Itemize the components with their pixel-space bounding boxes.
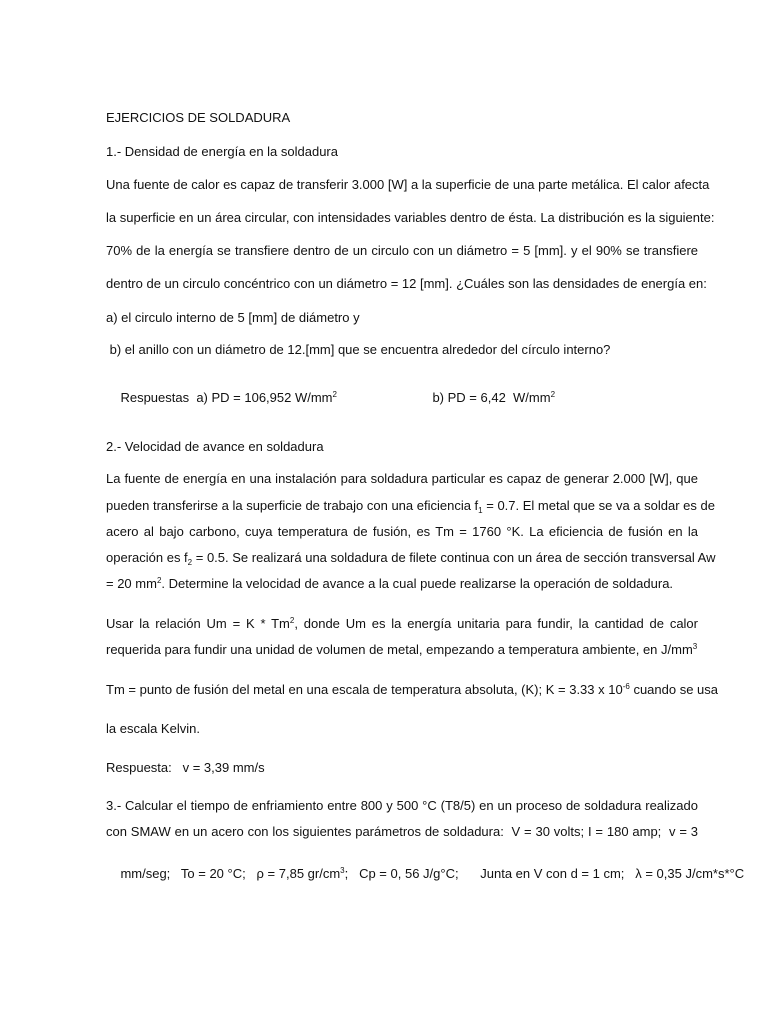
answer-b-exponent: 2 bbox=[550, 390, 556, 399]
exercise-3-line-3 bbox=[106, 850, 745, 898]
subscript: 2 bbox=[187, 558, 193, 567]
text-run: cuando se usa bbox=[629, 682, 719, 697]
exercise-2-p1-line-3: acero al bajo carbono, cuya temperatura de fusión, es Tm = 1760 °K. La eficiencia de fusión en la bbox=[106, 524, 698, 539]
exercise-2-answer: Respuesta: v = 3,39 mm/s bbox=[106, 760, 265, 775]
text-run: pueden transferirse a la superficie de trabajo con una eficiencia f bbox=[106, 498, 479, 513]
text-run: operación es f bbox=[106, 550, 188, 565]
exercise-3-line-2: con SMAW en un acero con los siguientes parámetros de soldadura: V = 30 volts; I = 180 amp; v = 3 bbox=[106, 824, 698, 839]
exercise-1-line-1: Una fuente de calor es capaz de transferir 3.000 [W] a la superficie de una parte metálica. El calor afecta bbox=[106, 177, 710, 192]
exercise-1-line-3: 70% de la energía se transfiere dentro de un circulo con un diámetro = 5 [mm]. y el 90% se transfiere bbox=[106, 243, 698, 258]
text-run: = 20 mm bbox=[106, 576, 157, 591]
superscript: 2 bbox=[289, 616, 295, 625]
answer-a: Respuestas a) PD = 106,952 W/mm bbox=[120, 390, 333, 405]
answer-a-exponent: 2 bbox=[332, 390, 337, 399]
superscript: 3 bbox=[692, 642, 698, 651]
text-run: . Determine la velocidad de avance a la cual puede realizarse la operación de soldadura. bbox=[161, 576, 674, 591]
document-title: EJERCICIOS DE SOLDADURA bbox=[106, 110, 291, 125]
text-run: , donde Um es la energía unitaria para fundir, la cantidad de calor bbox=[294, 616, 698, 631]
exercise-1-item-b: b) el anillo con un diámetro de 12.[mm] que se encuentra alrededor del círculo interno? bbox=[106, 342, 611, 357]
exercise-1-item-a: a) el circulo interno de 5 [mm] de diámetro y bbox=[106, 310, 360, 325]
exercise-2-p4: la escala Kelvin. bbox=[106, 721, 200, 736]
text-run: ; Cp = 0, 56 J/g°C; Junta en V con d = 1 cm; λ = 0,35 J/cm*s*°C bbox=[344, 866, 745, 881]
exercise-1-line-4: dentro de un circulo concéntrico con un diámetro = 12 [mm]. ¿Cuáles son las densidades de energía en: bbox=[106, 276, 707, 291]
text-run: = 0.5. Se realizará una soldadura de filete continua con un área de sección transversal Aw bbox=[192, 550, 716, 565]
exercise-2-p3 bbox=[106, 682, 719, 698]
exercise-3-line-1: 3.- Calcular el tiempo de enfriamiento entre 800 y 500 °C (T8/5) en un proceso de soldadura realizado bbox=[106, 798, 698, 813]
exercise-2-heading: 2.- Velocidad de avance en soldadura bbox=[106, 439, 324, 454]
exercise-2-p2-line-1 bbox=[106, 616, 698, 632]
exercise-1-heading: 1.- Densidad de energía en la soldadura bbox=[106, 144, 338, 159]
answer-b: b) PD = 6,42 W/mm bbox=[432, 390, 551, 405]
text-run: requerida para fundir una unidad de volumen de metal, empezando a temperatura ambiente, en J/mm bbox=[106, 642, 693, 657]
superscript: -6 bbox=[622, 682, 630, 691]
exercise-1-answers bbox=[106, 374, 698, 422]
text-run: = 0.7. El metal que se va a soldar es de bbox=[482, 498, 715, 513]
text-run: Usar la relación Um = K * Tm bbox=[106, 616, 290, 631]
superscript: 3 bbox=[340, 866, 345, 875]
superscript: 2 bbox=[156, 576, 162, 585]
exercise-2-p1-line-4 bbox=[106, 550, 716, 567]
exercise-2-p1-line-2 bbox=[106, 498, 715, 515]
exercise-1-line-2: la superficie en un área circular, con intensidades variables dentro de ésta. La distribución es la siguiente: bbox=[106, 210, 715, 225]
subscript: 1 bbox=[478, 506, 483, 515]
exercise-1-answer-b bbox=[418, 374, 555, 422]
exercise-2-p2-line-2 bbox=[106, 642, 698, 658]
exercise-2-p1-line-1: La fuente de energía en una instalación para soldadura particular es capaz de generar 2.000 [W], que bbox=[106, 471, 698, 486]
text-run: Tm = punto de fusión del metal en una escala de temperatura absoluta, (K); K = 3.33 x 10 bbox=[106, 682, 623, 697]
text-run: mm/seg; To = 20 °C; ρ = 7,85 gr/cm bbox=[120, 866, 341, 881]
exercise-2-p1-line-5 bbox=[106, 576, 698, 592]
